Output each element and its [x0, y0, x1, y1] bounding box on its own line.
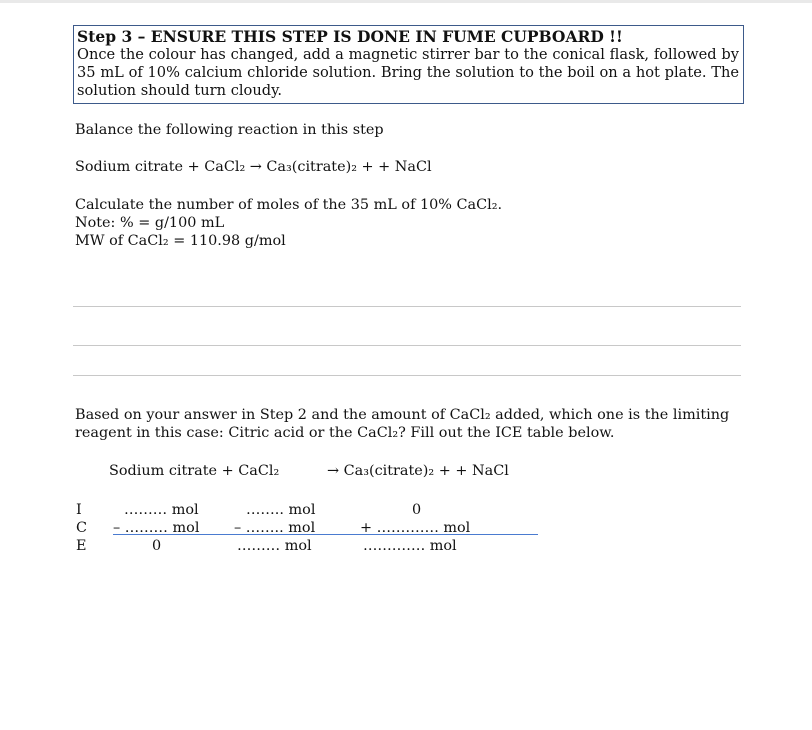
- ice-end-product[interactable]: …………. mol: [363, 538, 457, 554]
- ice-equation-left: Sodium citrate + CaCl₂: [109, 463, 280, 479]
- answer-line-3[interactable]: [73, 375, 741, 376]
- ice-end-sodium-citrate: 0: [152, 538, 162, 554]
- answer-line-2[interactable]: [73, 345, 741, 346]
- step3-instruction-box: [73, 25, 744, 104]
- ice-row-label-change: C: [76, 520, 88, 536]
- balance-equation: Sodium citrate + CaCl₂ → Ca₃(citrate)₂ + + NaCl: [75, 159, 432, 175]
- ice-equation-right: → Ca₃(citrate)₂ + + NaCl: [327, 463, 509, 479]
- ice-initial-cacl2[interactable]: …….. mol: [246, 502, 316, 518]
- limiting-prompt-line2: reagent in this case: Citric acid or the CaCl₂? Fill out the ICE table below.: [75, 425, 615, 441]
- page-top-edge: [0, 0, 812, 3]
- ice-change-product[interactable]: + …………. mol: [360, 520, 471, 536]
- ice-initial-product: 0: [412, 502, 422, 518]
- ice-row-label-initial: I: [76, 502, 82, 518]
- step3-title: Step 3 – ENSURE THIS STEP IS DONE IN FUME CUPBOARD !!: [77, 27, 623, 46]
- ice-end-cacl2[interactable]: ……… mol: [237, 538, 312, 554]
- molecular-weight: MW of CaCl₂ = 110.98 g/mol: [75, 233, 286, 249]
- ice-initial-sodium-citrate[interactable]: ……… mol: [124, 502, 199, 518]
- moles-prompt: Calculate the number of moles of the 35 mL of 10% CaCl₂.: [75, 197, 503, 213]
- ice-underline: [113, 534, 538, 535]
- limiting-prompt-line1: Based on your answer in Step 2 and the amount of CaCl₂ added, which one is the limiting: [75, 407, 730, 423]
- moles-note: Note: % = g/100 mL: [75, 215, 225, 231]
- answer-line-1[interactable]: [73, 306, 741, 307]
- ice-change-cacl2[interactable]: – …….. mol: [234, 520, 316, 536]
- ice-row-label-end: E: [76, 538, 87, 554]
- step3-body: Once the colour has changed, add a magnetic stirrer bar to the conical flask, followed by 35 mL of 10% calcium chloride solution. Bring the solution to the boil on a hot plate. The solution should turn cloudy.: [77, 46, 739, 99]
- balance-prompt: Balance the following reaction in this step: [75, 122, 384, 138]
- ice-change-sodium-citrate[interactable]: – ……… mol: [113, 520, 200, 536]
